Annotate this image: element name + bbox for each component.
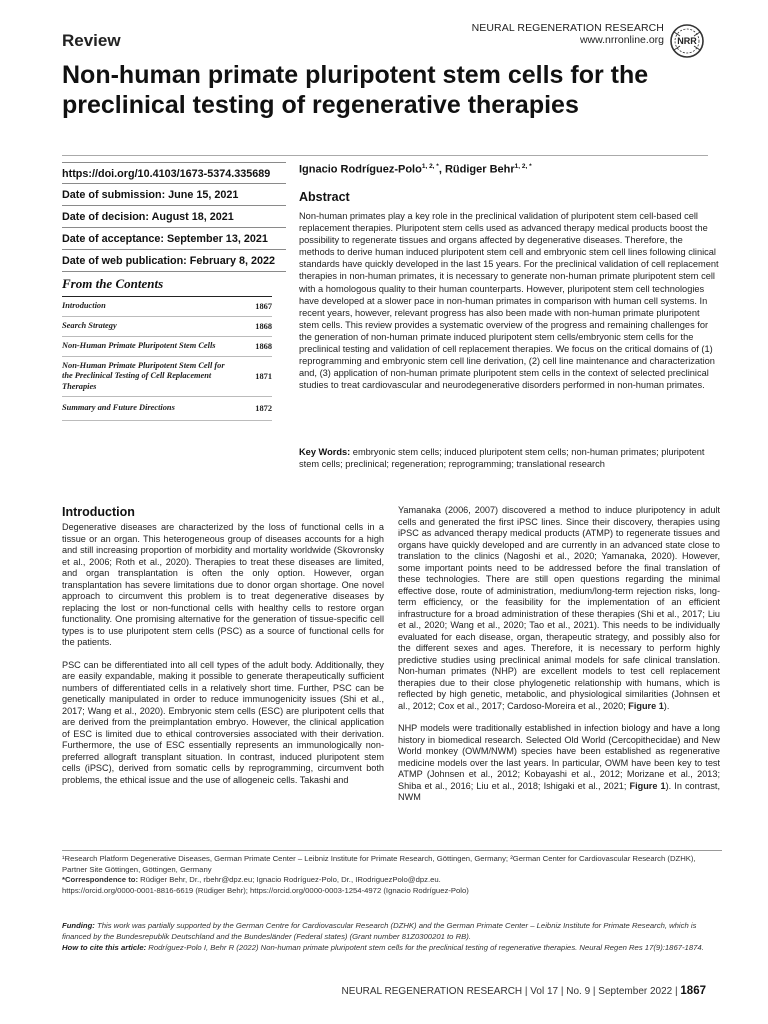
citation-text: Rodríguez-Polo I, Behr R (2022) Non-human primate pluripotent stem cells for the preclinical testing of regenerative therapies. Neural Regen Res 17(9):1867-1874. bbox=[146, 942, 704, 952]
contents-title: From the Contents bbox=[62, 276, 164, 291]
paragraph: PSC can be differentiated into all cell types of the adult body. Additionally, they are easily expandable, making it possible to generate therapeutically sufficient numbers of differentiated cells in a relatively short time. Further, PSC can be genetically manipulated in order to reduce immunogenicity issues (Shi et al., 2017; Wang et al., 2020). Embryonic stem cells (ESC) are pluripotent cells that are derived from the preimplantation embryo. However, the clinical application of ESC is limited due to ethical controversies associated with their derivation. Furthermore, the use of ESC essentially represents an immunologically non-preferred allograft transplant situation. In contrast, induced pluripotent stem cells (iPSC), derived from somatic cells by reprogramming, circumvent both problems, the ethical issue and the use of allogeneic cells. Takashi and bbox=[62, 659, 384, 785]
contents-item-page: 1872 bbox=[255, 404, 272, 413]
doi-link[interactable]: https://doi.org/10.4103/1673-5374.335689 bbox=[62, 162, 286, 184]
abstract-text: Non-human primates play a key role in the preclinical validation of pluripotent stem cell-based cell replacement therapies. Pluripotent stem cells used as advanced therapy medical products boost the possibility to regenerate tissues and organs affected by degenerative diseases. Therefore, the methods to derive human induced pluripotent stem cell and embryonic stem cell lines following clinical standards have quickly developed in the last 15 years. For the preclinical validation of cell replacement therapies in non-human primates, it is necessary to generate non-human primate pluripotent stem cell with a homologous quality to their human counterparts. However, pluripotent stem cell technologies have developed at a slower pace in non-human primates in comparison with human cell systems. In recent years, however, relevant progress has also been made with non-human primate pluripotent stem cells. This review provides a systematic overview of the progress and remaining challenges for the generation of non-human primate induced pluripotent stem cells/embryonic stem cells for the preclinical testing and validation of cell replacement therapies. We focus on the critical domains of (1) reprogramming and embryonic stem cell line derivation, (2) cell line maintenance and characterization and, (3) application of non-human primate pluripotent stem cells in the context of selected preclinical studies to treat cardiovascular and neurodegenerative disorders performed in non-human primates. bbox=[299, 211, 719, 391]
header-divider bbox=[62, 155, 708, 156]
date-decision: Date of decision: August 18, 2021 bbox=[62, 206, 286, 228]
date-submission: Date of submission: June 15, 2021 bbox=[62, 184, 286, 206]
journal-header bbox=[446, 22, 706, 46]
author-separator: , bbox=[438, 163, 445, 176]
correspondence-label: *Correspondence to: bbox=[62, 875, 139, 885]
funding-label: Funding: bbox=[62, 921, 95, 930]
journal-url[interactable]: www.nrronline.org bbox=[579, 34, 664, 46]
funding-and-citation bbox=[62, 921, 722, 953]
funding-text: This work was partially supported by the German Centre for Cardiovascular Research (DZHK) and the German Primate Center – Leibniz Institute for Primate Research, which is financed by the Bundesrepublik Deutschland and the Bundesländer (Federal states) (Grant number 81Z0300201 to RB). bbox=[62, 921, 697, 941]
abstract-heading: Abstract bbox=[299, 190, 350, 204]
contents-item-label: Introduction bbox=[62, 301, 106, 311]
author-name: Rüdiger Behr bbox=[444, 163, 515, 176]
paragraph: Degenerative diseases are characterized by the loss of functional cells in a tissue or an organ. This heterogeneous group of diseases accounts for a high and still increasing proportion of morbidity and mortality worldwide (Skovronsky et al., 2006; Roth et al., 2020). Therapies to treat these diseases are limited, and organ transplantation is often the only option. However, organ transplantation has severe limitations due to donor organ shortage. One novel approach to circumvent this problem is to treat degenerative diseases by replacing the lost or non-functional cells with healthy cells to restore organ functionality. One promising alternative for the generation of tissue-specific cell types is to use pluripotent stem cells (PSC) as a source of functional cells for the patients. bbox=[62, 522, 384, 647]
paragraph-text: ). bbox=[663, 700, 670, 711]
keywords bbox=[299, 446, 719, 470]
body-column-right bbox=[398, 505, 720, 815]
contents-row[interactable] bbox=[62, 357, 272, 397]
contents-row[interactable] bbox=[62, 317, 272, 337]
author-list bbox=[299, 163, 532, 176]
citation-label: How to cite this article: bbox=[62, 942, 147, 952]
contents-item-page: 1871 bbox=[255, 372, 272, 381]
orcid-links[interactable]: https://orcid.org/0000-0001-8816-6619 (Rüdiger Behr); https://orcid.org/0000-0003-1254-4972 (Ignacio Rodríguez-Polo) bbox=[62, 885, 469, 895]
figure-ref[interactable]: Figure 1 bbox=[628, 700, 664, 711]
contents-row[interactable] bbox=[62, 297, 272, 317]
author-name: Ignacio Rodríguez-Polo bbox=[299, 163, 422, 176]
article-title: Non-human primate pluripotent stem cells for the preclinical testing of regenerative therapies bbox=[62, 61, 649, 119]
contents-item-page: 1867 bbox=[255, 302, 272, 311]
contents-row[interactable] bbox=[62, 397, 272, 421]
journal-logo-icon bbox=[668, 22, 706, 60]
page-number: 1867 bbox=[680, 985, 706, 997]
keywords-label: Key Words: bbox=[299, 447, 351, 457]
correspondence-text: Rüdiger Behr, Dr., rbehr@dpz.eu; Ignacio Rodríguez-Polo, Dr., IRodriguezPolo@dpz.eu. bbox=[138, 875, 441, 885]
contents-item-label: Search Strategy bbox=[62, 321, 117, 331]
author-affiliation: 1, 2, * bbox=[514, 163, 532, 170]
body-column-left bbox=[62, 522, 384, 797]
journal-name: NEURAL REGENERATION RESEARCH bbox=[471, 22, 664, 34]
intro-heading: Introduction bbox=[62, 505, 135, 519]
footer-journal-info: NEURAL REGENERATION RESEARCH | Vol 17 | No. 9 | September 2022 | bbox=[341, 986, 678, 997]
paragraph-text: ). In contrast, NWM bbox=[398, 780, 720, 802]
paragraph bbox=[398, 505, 720, 712]
funding bbox=[62, 921, 722, 943]
paragraph bbox=[398, 723, 720, 804]
keywords-list: embryonic stem cells; induced pluripotent stem cells; non-human primates; pluripotent stem cells; preclinical; regeneration; reprogramming; translational research bbox=[299, 447, 705, 470]
contents-item-label: Summary and Future Directions bbox=[62, 403, 175, 413]
figure-ref[interactable]: Figure 1 bbox=[629, 780, 666, 791]
footnotes bbox=[62, 854, 712, 896]
journal-logo-text: NRR bbox=[677, 36, 697, 46]
contents-item-page: 1868 bbox=[255, 322, 272, 331]
page-footer bbox=[342, 985, 706, 997]
footnote-divider bbox=[62, 850, 722, 851]
correspondence bbox=[62, 875, 712, 886]
contents-row[interactable] bbox=[62, 337, 272, 357]
contents-item-label: Non-Human Primate Pluripotent Stem Cell for the Preclinical Testing of Cell Replacement Therapies bbox=[62, 360, 225, 391]
citation bbox=[62, 943, 722, 954]
paragraph-text: NHP models were traditionally established in infection biology and have a long history in biomedical research. Selected Old World (Cercopithecidae) and New World monkey (OWM/NWM) species have been established as regenerative medicine models over the last years. In particular, OWM have been key to test ATMP (Johnsen et al., 2012; Kobayashi et al., 2012; Morizane et al., 2013; Shiba et al., 2016; Liu et al., 2018; Ishigaki et al., 2021; bbox=[398, 723, 720, 791]
affiliations: ¹Research Platform Degenerative Diseases, German Primate Center – Leibniz Institute for Primate Research, Göttingen, Germany; ²German Center for Cardiovascular Research (DZHK), Partner Site Göttingen, Göttingen, Germany bbox=[62, 854, 696, 874]
author-affiliation: 1, 2, * bbox=[421, 163, 439, 170]
paragraph-text: Yamanaka (2006, 2007) discovered a method to induce pluripotency in adult cells and generated the first iPSC lines. Since their discovery, therapies using iPSC as advanced therapy medical products (ATMP) to regenerate tissues and organs have quickly developed and are currently in an advanced state close to translation to the clinics (Nagoshi et al., 2020; Yamanaka, 2020). However, some important points need to be addressed before the final translation of these technologies. There are still open questions regarding the minimal effective dose, route of administration, medium/long-term rejection risks, long-term efficiency, or the feasibility for the implementation of an efficient infrastructure for a broad administration of these therapies (Shi et al., 2017; Liu et al., 2020; Wang et al., 2020; Tao et al., 2021). This needs to be individually evaluated for each disease, organ, therapeutic strategy, and possibly also for the different sexes and ages. Therefore, it is necessary to perform highly predictive studies using preclinical animal models for safe clinical translation. Non-human primates (NHP) are excellent models to test cell replacement therapies due to their close phylogenetic relationship with humans, which is reflected by high genetic, metabolic, and physiological similarities (Johnsen et al., 2012; Cox et al., 2017; Cardoso-Moreira et al., 2020; bbox=[398, 505, 720, 711]
date-web-publication: Date of web publication: February 8, 2022 bbox=[62, 250, 286, 272]
section-label: Review bbox=[62, 31, 121, 50]
date-acceptance: Date of acceptance: September 13, 2021 bbox=[62, 228, 286, 250]
article-meta bbox=[62, 162, 286, 272]
contents-item-page: 1868 bbox=[255, 342, 272, 351]
contents-item-label: Non-Human Primate Pluripotent Stem Cells bbox=[62, 341, 216, 351]
contents-table bbox=[62, 296, 272, 421]
